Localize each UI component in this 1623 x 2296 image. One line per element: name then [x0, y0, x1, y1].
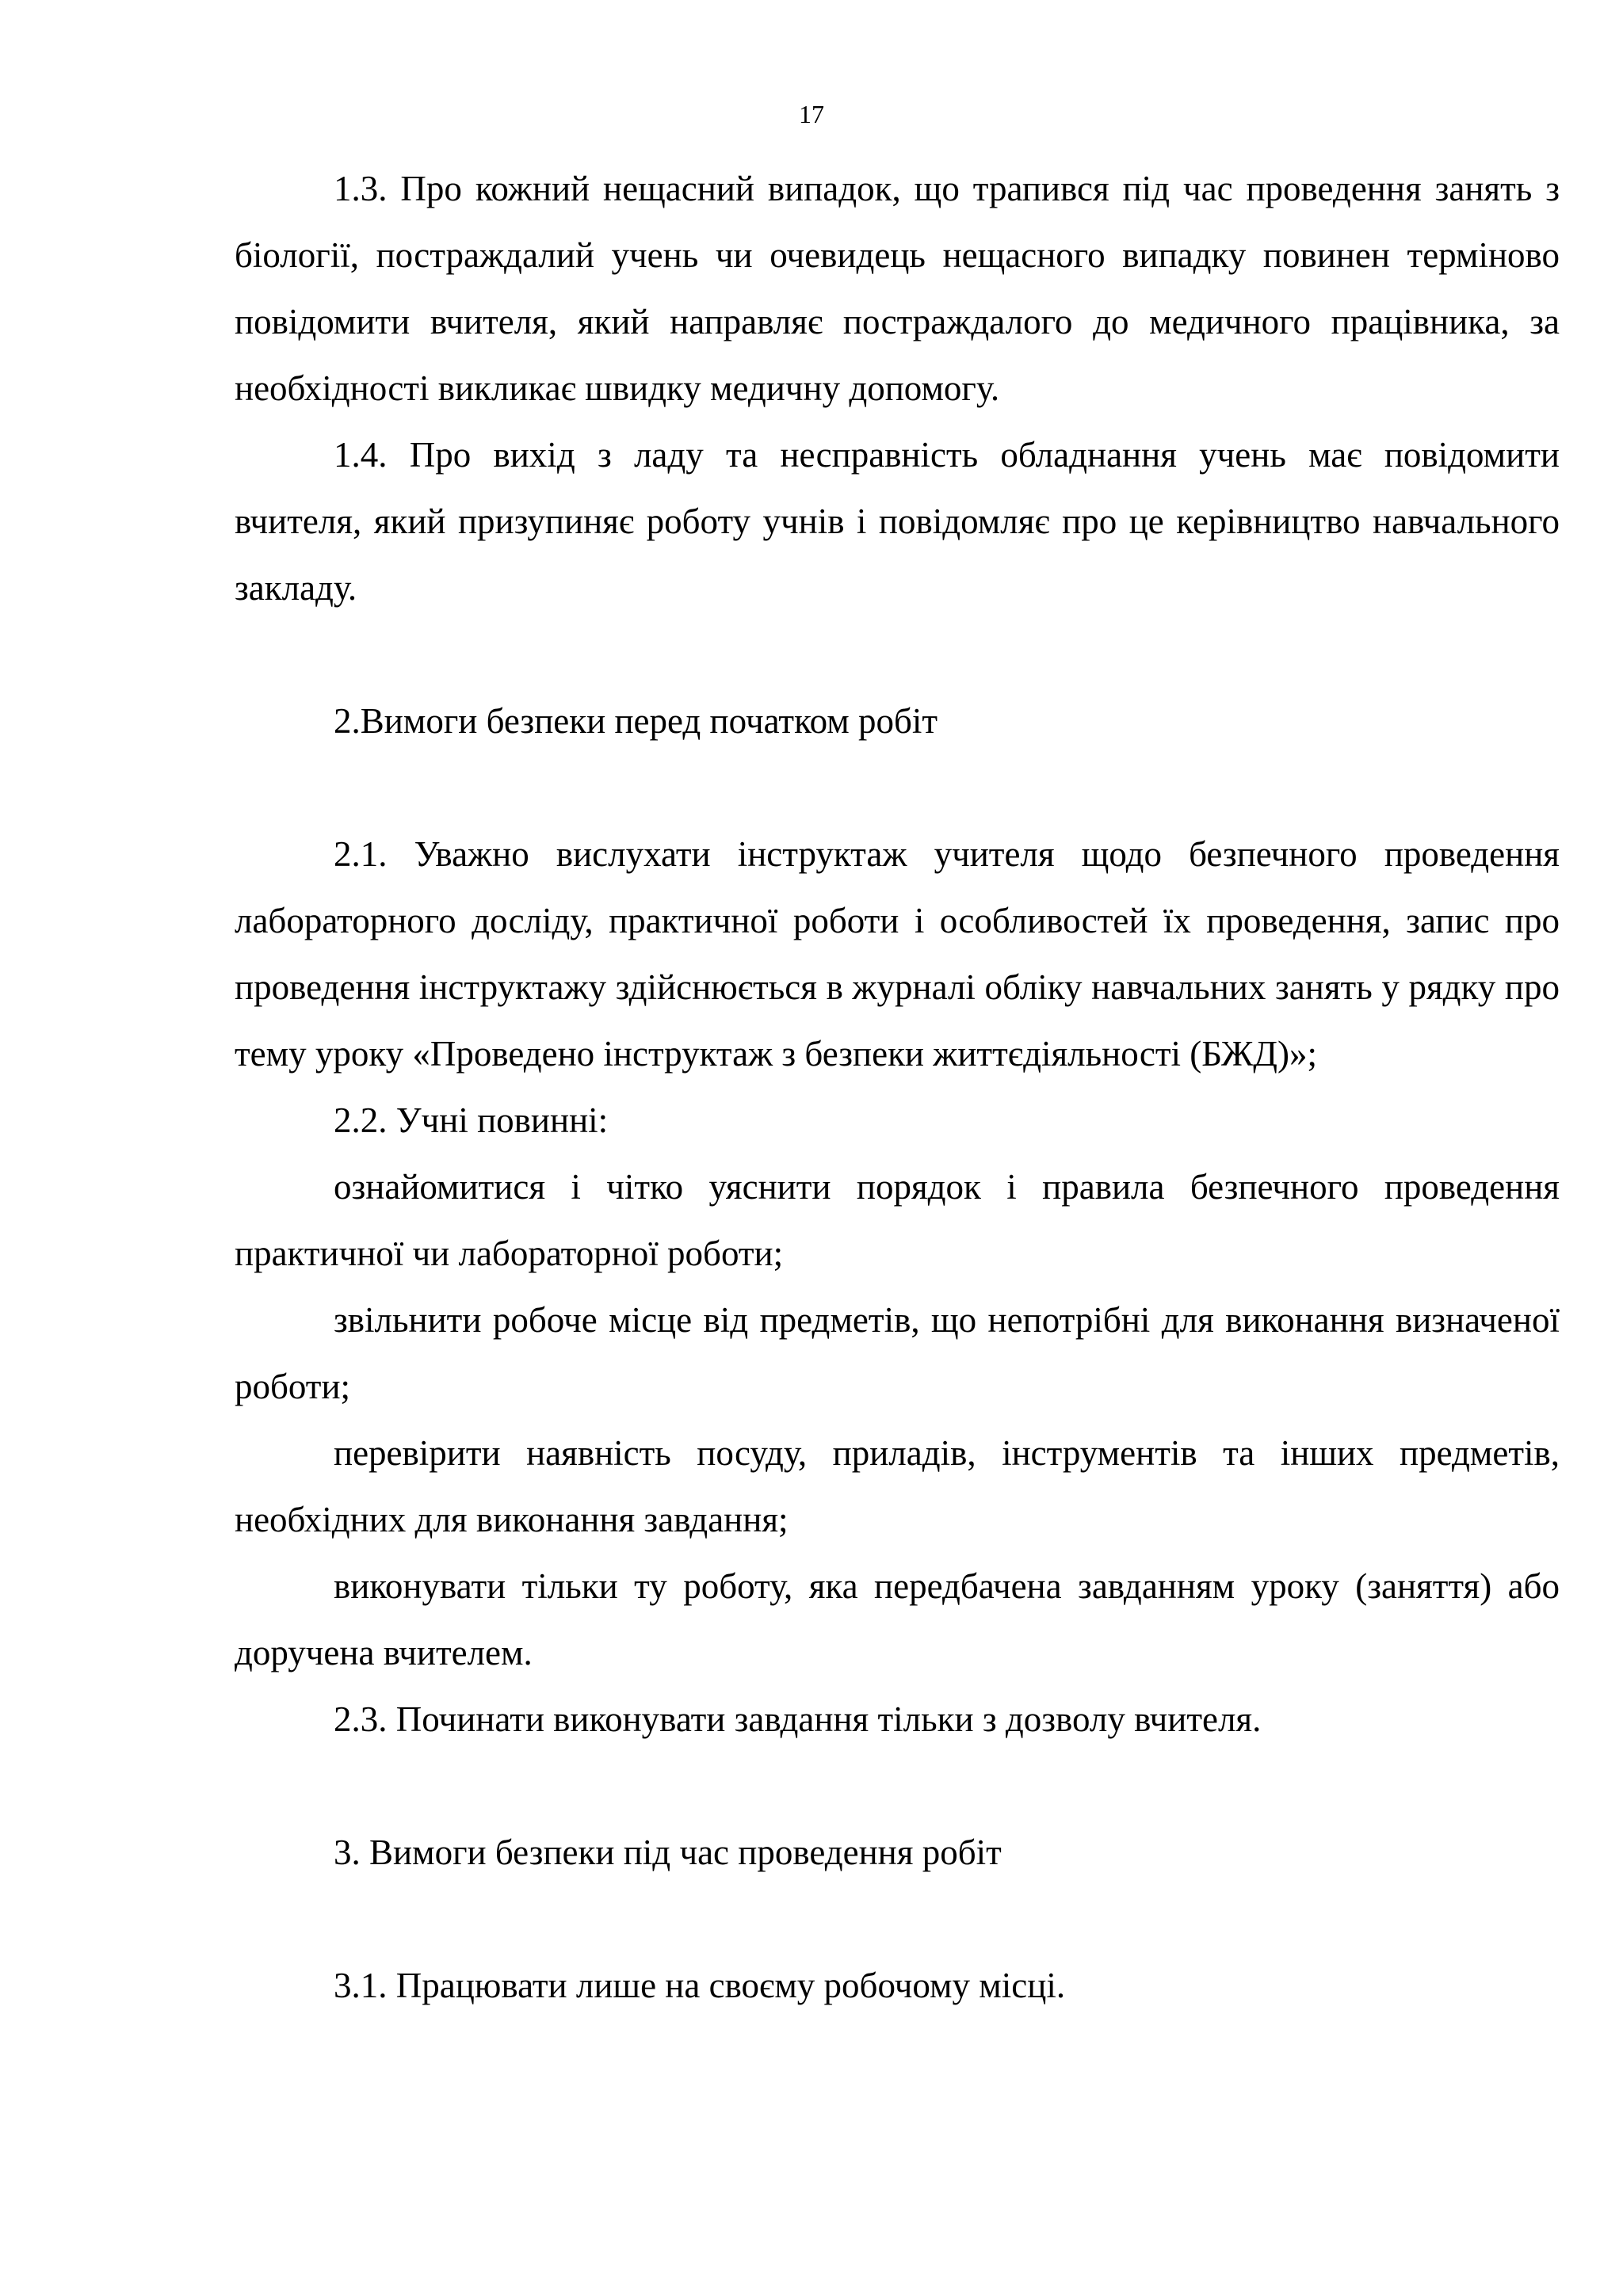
paragraph-1-3: 1.3. Про кожний нещасний випадок, що трапився під час проведення занять з біології, постраждалий учень чи очевидець нещасного випадку повинен терміново повідомити вчителя, який направляє постраждалого до медичного працівника, за необхідності викликає швидку медичну допомогу.	[235, 169, 1560, 408]
paragraph-2-3: 2.3. Починати виконувати завдання тільки з дозволу вчителя.	[334, 1699, 1262, 1739]
spacer	[235, 754, 1560, 821]
paragraph-1-4: 1.4. Про вихід з ладу та несправність обладнання учень має повідомити вчителя, який призупиняє роботу учнів і повідомляє про це керівництво навчального закладу.	[235, 435, 1560, 608]
paragraph-2-1: 2.1. Уважно вислухати інструктаж учителя щодо безпечного проведення лабораторного досліду, практичної роботи і особливостей їх проведення, запис про проведення інструктажу здійснюється в журналі обліку навчальних занять у рядку про тему уроку «Проведено інструктаж з безпеки життєдіяльності (БЖД)»;	[235, 834, 1560, 1074]
spacer	[235, 621, 1560, 688]
section-heading-2: 2.Вимоги безпеки перед початком робіт	[334, 701, 938, 741]
list-item-2-2-c: перевірити наявність посуду, приладів, інструментів та інших предметів, необхідних для виконання завдання;	[235, 1433, 1560, 1539]
list-item-2-2-a: ознайомитися і чітко уяснити порядок і правила безпечного проведення практичної чи лабораторної роботи;	[235, 1167, 1560, 1273]
section-heading-3: 3. Вимоги безпеки під час проведення робіт	[334, 1833, 1002, 1872]
page-number: 17	[799, 100, 824, 128]
list-item-2-2-d: виконувати тільки ту роботу, яка передбачена завданням уроку (заняття) або доручена вчителем.	[235, 1566, 1560, 1672]
paragraph-3-1: 3.1. Працювати лише на своєму робочому місці.	[334, 1966, 1066, 2005]
spacer	[235, 1753, 1560, 1819]
paragraph-2-2: 2.2. Учні повинні:	[334, 1100, 609, 1140]
spacer	[235, 1886, 1560, 1952]
document-body	[235, 155, 1560, 2019]
list-item-2-2-b: звільнити робоче місце від предметів, що непотрібні для виконання визначеної роботи;	[235, 1300, 1560, 1406]
